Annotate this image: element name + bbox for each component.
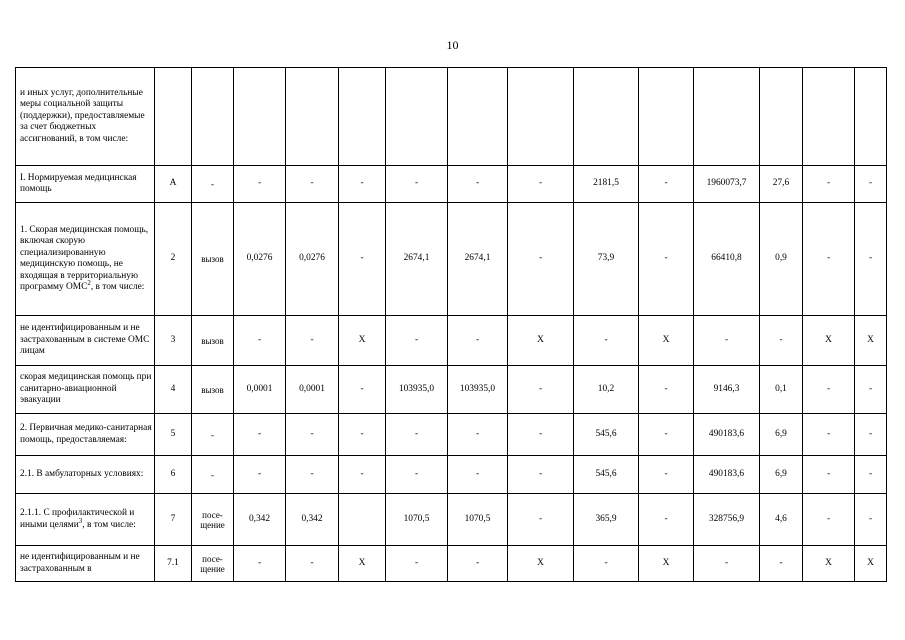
row-label: не идентифицированным и не застрахованным в xyxy=(16,546,155,582)
value-cell: - xyxy=(448,546,508,582)
value-cell: - xyxy=(386,166,448,203)
value-cell: - xyxy=(386,414,448,456)
value-cell: 6,9 xyxy=(760,414,803,456)
value-cell: - xyxy=(855,414,887,456)
value-cell: - xyxy=(386,546,448,582)
value-cell: - xyxy=(508,494,574,546)
value-cell: 6,9 xyxy=(760,456,803,494)
value-cell: - xyxy=(508,366,574,414)
value-cell xyxy=(234,68,286,166)
value-cell: - xyxy=(855,166,887,203)
value-cell: Х xyxy=(339,316,386,366)
table-row xyxy=(16,203,887,316)
value-cell: - xyxy=(855,494,887,546)
value-cell: - xyxy=(639,414,694,456)
table-row xyxy=(16,316,887,366)
value-cell: - xyxy=(234,456,286,494)
row-label: скорая медицинская помощь при санитарно-авиационной эвакуации xyxy=(16,366,155,414)
value-cell: - xyxy=(574,316,639,366)
value-cell: - xyxy=(339,166,386,203)
row-number: 7.1 xyxy=(155,546,192,582)
value-cell: - xyxy=(234,316,286,366)
page-number: 10 xyxy=(446,38,459,52)
value-cell: 0,0001 xyxy=(286,366,339,414)
value-cell xyxy=(339,68,386,166)
data-table xyxy=(15,67,887,582)
row-number: 4 xyxy=(155,366,192,414)
value-cell: 0,342 xyxy=(286,494,339,546)
value-cell: 328756,9 xyxy=(694,494,760,546)
value-cell: 0,1 xyxy=(760,366,803,414)
value-cell: - xyxy=(339,414,386,456)
value-cell xyxy=(574,68,639,166)
value-cell: Х xyxy=(339,546,386,582)
value-cell: - xyxy=(448,414,508,456)
value-cell xyxy=(508,68,574,166)
value-cell: - xyxy=(760,316,803,366)
row-label: 1. Скорая медицинская помощь, включая скорую специализированную медицинскую помощь, не входящая в территориальную программу ОМС$^2$, в том числе: xyxy=(16,203,155,316)
value-cell: Х xyxy=(855,316,887,366)
row-label: 2.1.1. С профилактической и иными целями$^3$, в том числе: xyxy=(16,494,155,546)
unit-cell: вызов xyxy=(192,366,234,414)
row-label: 2.1. В амбулаторных условиях: xyxy=(16,456,155,494)
unit-cell: - xyxy=(192,166,234,203)
unit-cell xyxy=(192,68,234,166)
value-cell: 9146,3 xyxy=(694,366,760,414)
value-cell: Х xyxy=(508,546,574,582)
value-cell: - xyxy=(639,456,694,494)
value-cell: 0,0276 xyxy=(286,203,339,316)
value-cell: - xyxy=(694,546,760,582)
unit-cell: - xyxy=(192,414,234,456)
value-cell xyxy=(448,68,508,166)
value-cell: - xyxy=(760,546,803,582)
value-cell: 0,342 xyxy=(234,494,286,546)
value-cell: - xyxy=(448,456,508,494)
row-number: А xyxy=(155,166,192,203)
unit-cell: посе-щение xyxy=(192,546,234,582)
value-cell: - xyxy=(448,316,508,366)
value-cell: - xyxy=(339,366,386,414)
value-cell: 1070,5 xyxy=(448,494,508,546)
value-cell: 4,6 xyxy=(760,494,803,546)
value-cell: - xyxy=(286,414,339,456)
footnote-mark: 3 xyxy=(78,516,83,525)
value-cell xyxy=(760,68,803,166)
row-label: I. Нормируемая медицинская помощь xyxy=(16,166,155,203)
table-row xyxy=(16,366,887,414)
value-cell: - xyxy=(639,166,694,203)
value-cell: 10,2 xyxy=(574,366,639,414)
value-cell: - xyxy=(639,203,694,316)
row-number: 5 xyxy=(155,414,192,456)
value-cell: 73,9 xyxy=(574,203,639,316)
table-row xyxy=(16,456,887,494)
unit-cell: - xyxy=(192,456,234,494)
value-cell: - xyxy=(803,494,855,546)
table-row xyxy=(16,494,887,546)
value-cell: - xyxy=(386,316,448,366)
value-cell: - xyxy=(574,546,639,582)
value-cell: - xyxy=(286,456,339,494)
value-cell: Х xyxy=(508,316,574,366)
value-cell: 545,6 xyxy=(574,414,639,456)
row-label: 2. Первичная медико-санитарная помощь, предоставляемая: xyxy=(16,414,155,456)
value-cell: - xyxy=(855,456,887,494)
value-cell: - xyxy=(639,494,694,546)
row-number xyxy=(155,68,192,166)
value-cell: 365,9 xyxy=(574,494,639,546)
value-cell: 66410,8 xyxy=(694,203,760,316)
unit-cell: посе-щение xyxy=(192,494,234,546)
row-number: 7 xyxy=(155,494,192,546)
table-row xyxy=(16,68,887,166)
value-cell: - xyxy=(286,546,339,582)
table-row xyxy=(16,414,887,456)
footnote-mark: 2 xyxy=(87,278,91,287)
value-cell: - xyxy=(448,166,508,203)
row-number: 2 xyxy=(155,203,192,316)
unit-cell: вызов xyxy=(192,203,234,316)
value-cell: Х xyxy=(803,546,855,582)
row-number: 3 xyxy=(155,316,192,366)
value-cell: - xyxy=(286,316,339,366)
value-cell: - xyxy=(508,414,574,456)
table-row xyxy=(16,166,887,203)
value-cell: - xyxy=(508,203,574,316)
value-cell: - xyxy=(386,456,448,494)
value-cell: Х xyxy=(855,546,887,582)
value-cell: 27,6 xyxy=(760,166,803,203)
value-cell: - xyxy=(234,546,286,582)
value-cell xyxy=(639,68,694,166)
value-cell: Х xyxy=(639,546,694,582)
value-cell: - xyxy=(803,166,855,203)
value-cell xyxy=(286,68,339,166)
value-cell: 0,9 xyxy=(760,203,803,316)
value-cell: - xyxy=(855,203,887,316)
value-cell: - xyxy=(339,203,386,316)
row-number: 6 xyxy=(155,456,192,494)
value-cell: 0,0001 xyxy=(234,366,286,414)
value-cell: - xyxy=(508,166,574,203)
value-cell: Х xyxy=(639,316,694,366)
value-cell: Х xyxy=(803,316,855,366)
value-cell: 545,6 xyxy=(574,456,639,494)
value-cell xyxy=(855,68,887,166)
value-cell xyxy=(694,68,760,166)
value-cell: - xyxy=(339,456,386,494)
value-cell: 1070,5 xyxy=(386,494,448,546)
value-cell xyxy=(803,68,855,166)
value-cell: 490183,6 xyxy=(694,456,760,494)
value-cell: - xyxy=(803,366,855,414)
value-cell: 490183,6 xyxy=(694,414,760,456)
value-cell: - xyxy=(286,166,339,203)
row-label: не идентифицированным и не застрахованным в системе ОМС лицам xyxy=(16,316,155,366)
value-cell: - xyxy=(803,414,855,456)
value-cell: 103935,0 xyxy=(448,366,508,414)
value-cell: 2674,1 xyxy=(448,203,508,316)
value-cell: 2181,5 xyxy=(574,166,639,203)
value-cell: - xyxy=(803,456,855,494)
value-cell: 1960073,7 xyxy=(694,166,760,203)
value-cell: - xyxy=(234,414,286,456)
value-cell: - xyxy=(234,166,286,203)
value-cell: 103935,0 xyxy=(386,366,448,414)
value-cell xyxy=(339,494,386,546)
value-cell: - xyxy=(694,316,760,366)
table-row xyxy=(16,546,887,582)
row-label: и иных услуг, дополнительные меры социальной защиты (поддержки), предоставляемые за счет бюджетных ассигнований, в том числе: xyxy=(16,68,155,166)
value-cell: - xyxy=(639,366,694,414)
value-cell xyxy=(386,68,448,166)
table-body xyxy=(16,68,887,582)
value-cell: 2674,1 xyxy=(386,203,448,316)
value-cell: - xyxy=(508,456,574,494)
value-cell: - xyxy=(803,203,855,316)
value-cell: - xyxy=(855,366,887,414)
unit-cell: вызов xyxy=(192,316,234,366)
value-cell: 0,0276 xyxy=(234,203,286,316)
